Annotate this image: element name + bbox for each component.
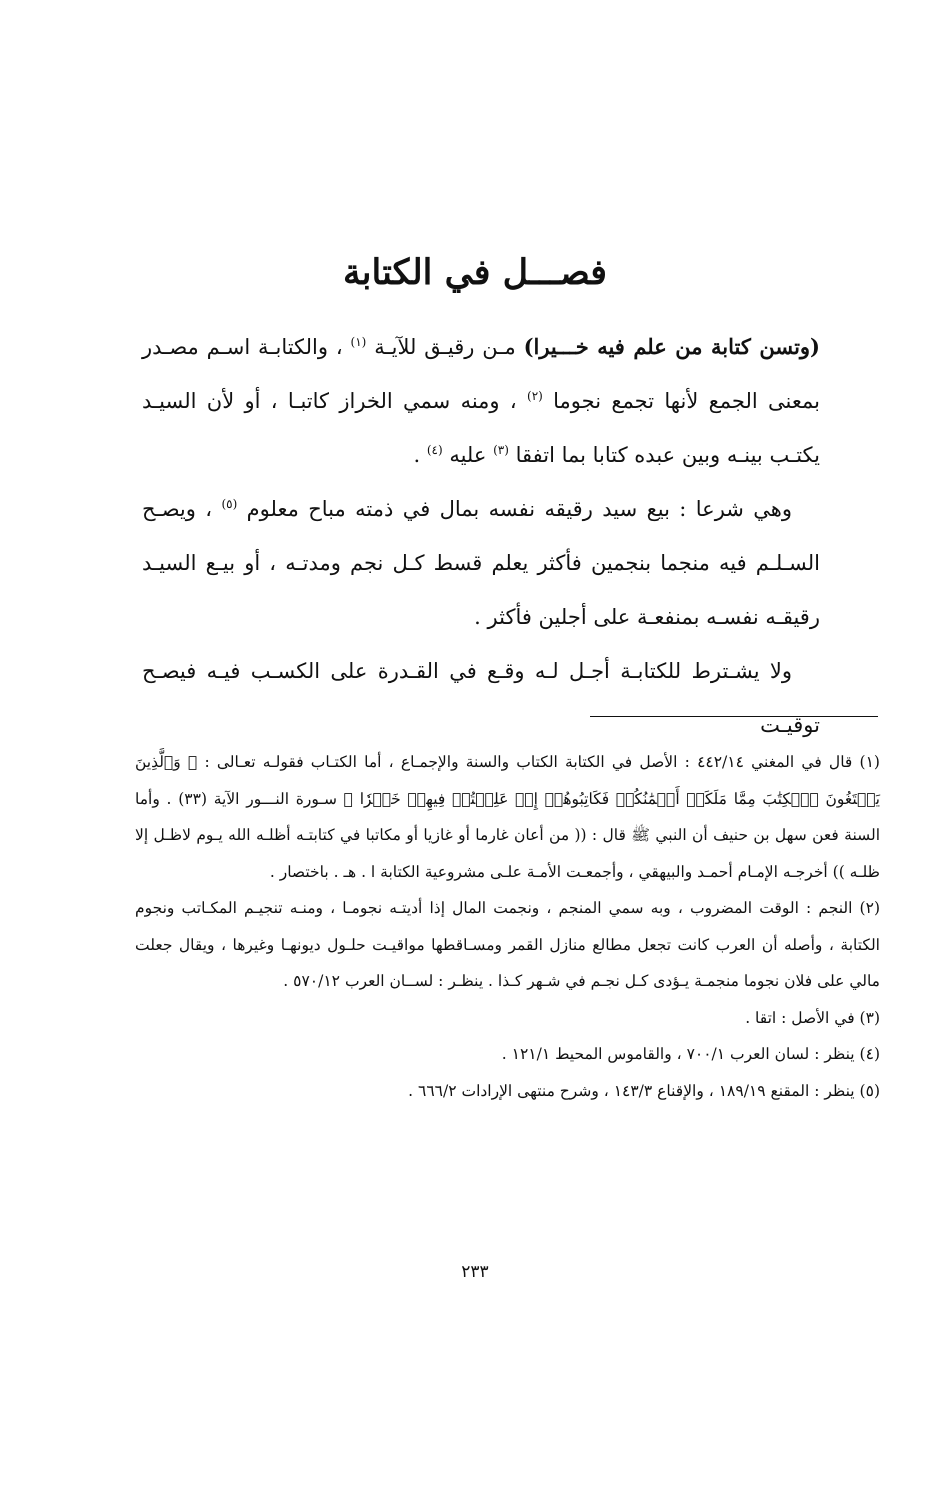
paragraph-text: ، ومنه سمي الخراز كاتبـا ، أو لأن السيـد يكتـب بينـه وبين عبده كتابا بما اتفقا	[142, 389, 820, 467]
footnote-ref: (٤)	[426, 443, 443, 457]
paragraph-text: مـن رقيـق للآيـة	[366, 335, 524, 359]
footnote-separator	[590, 716, 878, 717]
paragraph-text: ، والكتابـة اسـم مصـدر بمعنى الجمع لأنها تجمع نجوما	[142, 335, 821, 413]
paragraph-text: ولا يشـترط للكتابـة أجـل لـه وقـع في القـدرة على الكسـب فيـه فيصـح توقيـت	[142, 659, 820, 737]
footnote-text: النجم : الوقت المضروب ، وبه سمي المنجم ، ونجمت المال إذا أديتـه نجومـا ، ومنـه تنجيـم المكـاتب ونجوم الكتابة ، وأصله أن العرب كانت تجعل مطالع منازل القمر ومسـاقطها مواقيـت حلـول ديونهـا وغيرها ، ويقال جعلت مالي على فلان نجوما منجمـة يـؤدى كـل نجـم في شـهر كـذا . ينظـر : لســان العرب ٥٧٠/١٢ .	[135, 899, 880, 990]
footnotes	[135, 744, 880, 1109]
matn-lead: (وتسن كتابة من علم فيه خـــيرا)	[523, 334, 820, 359]
footnote-5	[135, 1073, 880, 1110]
footnote-ref: (١)	[350, 335, 367, 349]
footnote-ref: (٢)	[527, 389, 543, 403]
footnote-number: (٣)	[859, 1008, 880, 1027]
paragraph-text: عليه	[442, 443, 494, 467]
footnote-ref: (٣)	[493, 443, 509, 457]
main-text	[142, 320, 820, 752]
footnote-number: (٤)	[859, 1045, 880, 1063]
footnote-2	[135, 890, 880, 1000]
footnote-text: ينظر : المقنع ١٨٩/١٩ ، والإقناع ١٤٣/٣ ، وشرح منتهى الإرادات ٦٦٦/٢ .	[408, 1081, 855, 1100]
footnote-text: في الأصل : اتقا .	[745, 1008, 855, 1027]
footnote-number: (١)	[859, 753, 880, 771]
footnote-ref: (٥)	[221, 497, 238, 511]
page-number: ٢٣٣	[461, 1262, 489, 1282]
chapter-title: فصـــل في الكتابة	[342, 252, 608, 293]
footnote-1	[135, 744, 880, 890]
paragraph-text: .	[413, 443, 427, 467]
footnote-4	[135, 1036, 880, 1073]
paragraph-2	[142, 482, 820, 644]
paragraph-text: ، ويصـح السـلـم فيه منجما بنجمين فأكثر يعلم قسط كـل نجم ومدتـه ، أو بيـع السيـد رقيقـه نفسـه بمنفعـة على أجلين فأكثر .	[142, 497, 820, 629]
footnote-number: (٢)	[859, 899, 880, 917]
footnote-number: (٥)	[859, 1081, 880, 1100]
footnote-3	[135, 1000, 880, 1037]
paragraph-text: وهي شرعا : بيع سيد رقيقه نفسه بمال في ذمته مباح معلوم	[237, 497, 792, 521]
paragraph-1	[142, 320, 820, 482]
footnote-text: قال في المغني ٤٤٢/١٤ : الأصل في الكتابة الكتاب والسنة والإجمـاع ، أما الكتـاب فقولـه تعـالى : ﴿ وَٱلَّذِينَ يَبۡتَغُونَ ٱلۡكِتَٰبَ مِمَّا مَلَكَتۡ أَيۡمَٰنُكُمۡ فَكَاتِبُوهُمۡ إِنۡ عَلِمۡتُمۡ فِيهِمۡ خَيۡرٗا ﴾ سـورة النـــور الآية (٣٣) . وأما السنة فعن سهل بن حنيف أن النبي ﷺ قال : (( من أعان غارما أو غازيا أو مكاتبا في كتابتـه أظلـه الله يـوم لاظـل إلا ظلـه )) أخرجـه الإمـام أحمـد والبيهقي ، وأجمعـت الأمـة علـى مشروعية الكتابة ا . هـ . باختصار .	[135, 753, 880, 881]
paragraph-3	[142, 644, 820, 752]
footnote-text: ينظر : لسان العرب ٧٠٠/١ ، والقاموس المحيط ١٢١/١ .	[501, 1045, 855, 1063]
